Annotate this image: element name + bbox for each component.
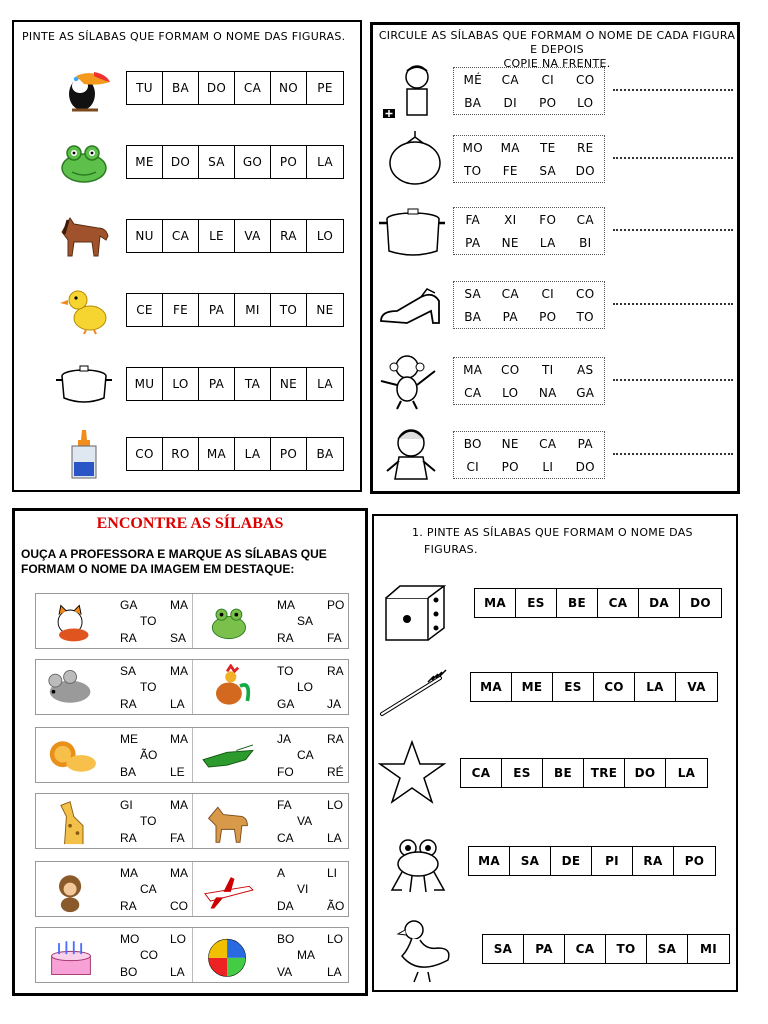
panel-title: CIRCULE AS SÍLABAS QUE FORMAM O NOME DE CADA FIGURA E DEPOIS COPIE NA FRENTE. (378, 29, 736, 70)
syllable-cell[interactable]: BA (316, 447, 334, 461)
syllable-grid (453, 357, 605, 405)
syllable[interactable]: MA (120, 866, 138, 880)
syllable-cell[interactable]: LA (317, 155, 333, 169)
syllable-cell[interactable]: ME (512, 673, 553, 701)
syllable-cell[interactable]: DO (163, 146, 199, 178)
syllable[interactable]: CA (576, 212, 594, 227)
syllable[interactable]: CO (140, 948, 158, 962)
syllable-cell[interactable]: BE (557, 589, 598, 617)
monkey-icon (40, 866, 102, 914)
toothbrush-icon (378, 662, 458, 732)
syllable-row (468, 846, 716, 876)
syllable[interactable]: BI (579, 235, 592, 250)
syllable[interactable]: LA (327, 965, 342, 979)
syllable-cell[interactable]: GO (235, 146, 271, 178)
panel-title: 1. PINTE AS SÍLABAS QUE FORMAM O NOME DAS FIGURAS. (412, 526, 693, 556)
syllable-cell[interactable]: DO (199, 72, 235, 104)
exercise-row (54, 210, 354, 262)
syllable[interactable]: MA (500, 140, 520, 155)
syllable-cell[interactable]: NE (316, 303, 334, 317)
syllable-grid (453, 207, 605, 255)
syllable-cell[interactable]: ES (516, 589, 557, 617)
glue-icon (54, 428, 114, 480)
syllable-cell[interactable]: MI (235, 294, 271, 326)
syllable-cell[interactable]: SA (483, 935, 524, 963)
syllable-cell[interactable]: CA (235, 72, 271, 104)
ball-icon (197, 932, 259, 980)
syllable[interactable]: TO (140, 614, 157, 628)
syllable-grid (453, 67, 605, 115)
syllable[interactable]: RA (327, 664, 344, 678)
syllable-cell[interactable]: LE (199, 220, 235, 252)
syllable[interactable]: CA (277, 831, 294, 845)
toucan-icon (54, 62, 114, 114)
syllable-cell[interactable]: MI (699, 942, 717, 956)
syllable[interactable]: SA (120, 664, 137, 678)
exercise-row (377, 275, 737, 335)
syllable-cell[interactable]: LO (163, 368, 199, 400)
syllable[interactable]: CI (541, 72, 555, 87)
syllable-row (126, 219, 344, 253)
exercise-card (36, 928, 192, 982)
exercise-row (54, 136, 354, 188)
syllable[interactable]: LA (170, 697, 185, 711)
syllable-grid (453, 431, 605, 479)
syllable[interactable]: RA (120, 697, 137, 711)
exercise-row (378, 916, 728, 986)
syllable-cell[interactable]: CO (594, 673, 635, 701)
activity-panel-circle-syllables (370, 22, 740, 494)
syllable[interactable]: MO (120, 932, 140, 946)
syllable-row (482, 934, 730, 964)
doctor-icon (377, 61, 447, 121)
syllable[interactable]: MA (277, 598, 295, 612)
doll-icon (377, 425, 447, 485)
exercise-row (35, 927, 349, 983)
syllable[interactable]: GA (120, 598, 138, 612)
syllable-grid (453, 135, 605, 183)
syllable-cell[interactable]: PO (271, 438, 307, 470)
syllable[interactable]: XI (504, 212, 517, 227)
syllable[interactable]: CI (466, 459, 480, 474)
syllable-cell[interactable]: DO (690, 596, 711, 610)
syllable[interactable]: FA (277, 798, 292, 812)
syllable[interactable]: CA (297, 748, 314, 762)
exercise-row (378, 738, 728, 808)
syllable-cell[interactable]: LA (677, 766, 696, 780)
exercise-row (54, 428, 354, 480)
syllable[interactable]: BO (277, 932, 295, 946)
syllable[interactable]: BO (463, 436, 482, 451)
syllable[interactable]: JA (277, 732, 292, 746)
syllable-cell[interactable]: SA (510, 847, 551, 875)
syllable[interactable]: VA (297, 814, 313, 828)
exercise-card (192, 660, 348, 714)
duck-icon (54, 284, 114, 336)
syllable[interactable]: LO (327, 932, 344, 946)
syllable[interactable]: BA (464, 95, 482, 110)
syllable[interactable]: GA (277, 697, 295, 711)
horse-icon (54, 210, 114, 262)
syllable[interactable]: CO (170, 899, 188, 913)
cake-icon (40, 932, 102, 980)
airplane-icon (197, 866, 259, 914)
syllable[interactable]: CA (539, 436, 557, 451)
syllable-row (126, 71, 344, 105)
syllable[interactable]: TO (277, 664, 294, 678)
syllable-cell[interactable]: PA (524, 935, 565, 963)
syllable-cell[interactable]: ES (502, 759, 543, 787)
answer-line[interactable] (613, 453, 733, 455)
syllable-cell[interactable]: NO (271, 72, 307, 104)
syllable-cell[interactable]: PI (592, 847, 633, 875)
syllable[interactable]: LA (539, 235, 556, 250)
syllable-cell[interactable]: TRE (584, 759, 625, 787)
syllable[interactable]: RA (120, 899, 137, 913)
syllable-cell[interactable]: DE (551, 847, 592, 875)
syllable-cell[interactable]: VA (687, 680, 706, 694)
duck-icon (378, 916, 458, 986)
syllable-cell[interactable]: RO (163, 438, 199, 470)
syllable-cell[interactable]: PO (271, 146, 307, 178)
exercise-row (377, 351, 737, 411)
syllable[interactable]: RA (120, 831, 137, 845)
dice-icon (378, 578, 458, 648)
syllable-cell[interactable]: CA (565, 935, 606, 963)
syllable[interactable]: SA (170, 631, 187, 645)
syllable[interactable]: PO (501, 459, 519, 474)
syllable[interactable]: MÉ (463, 72, 483, 87)
answer-line[interactable] (613, 89, 733, 91)
syllable[interactable]: MA (297, 948, 315, 962)
exercise-row (35, 727, 349, 783)
syllable[interactable]: DA (277, 899, 294, 913)
syllable[interactable]: ÃO (327, 899, 345, 913)
syllable-row (126, 367, 344, 401)
syllable[interactable]: FO (277, 765, 294, 779)
instruction: OUÇA A PROFESSORA E MARQUE AS SÍLABAS QUE FORMAM O NOME DA IMAGEM EM DESTAQUE: (21, 547, 327, 576)
syllable[interactable]: LO (502, 385, 519, 400)
syllable[interactable]: DO (575, 459, 595, 474)
syllable[interactable]: MA (170, 732, 188, 746)
syllable-cell[interactable]: MA (475, 589, 516, 617)
syllable[interactable]: NE (501, 436, 519, 451)
syllable-cell[interactable]: LA (235, 438, 271, 470)
exercise-card (36, 728, 192, 782)
syllable-row (126, 293, 344, 327)
mouse-icon (40, 664, 102, 712)
syllable-cell[interactable]: PA (199, 368, 235, 400)
syllable-cell[interactable]: LA (635, 673, 676, 701)
syllable-grid (453, 281, 605, 329)
exercise-row (377, 201, 737, 261)
activity-panel-paint-syllables-2 (372, 514, 738, 992)
shoe-icon (377, 275, 447, 335)
syllable[interactable]: TO (464, 163, 482, 178)
syllable-cell[interactable]: VA (235, 220, 271, 252)
syllable[interactable]: RE (576, 140, 594, 155)
syllable-cell[interactable]: SA (199, 146, 235, 178)
syllable[interactable]: FA (465, 212, 481, 227)
horse-icon (197, 798, 259, 846)
syllable-cell[interactable]: TO (606, 935, 647, 963)
syllable[interactable]: ME (120, 732, 138, 746)
answer-line[interactable] (613, 157, 733, 159)
syllable[interactable]: PA (577, 436, 593, 451)
syllable[interactable]: JA (327, 697, 342, 711)
monkey-icon (377, 351, 447, 411)
panel-title: PINTE AS SÍLABAS QUE FORMAM O NOME DAS FIGURAS. (22, 30, 346, 43)
exercise-card (192, 594, 348, 648)
tomato-icon (377, 129, 447, 189)
exercise-row (54, 62, 354, 114)
syllable[interactable]: CO (576, 72, 595, 87)
exercise-card (36, 862, 192, 916)
syllable-cell[interactable]: NU (127, 220, 163, 252)
syllable-cell[interactable]: PA (199, 294, 235, 326)
syllable-cell[interactable]: CA (461, 759, 502, 787)
syllable-cell[interactable]: MA (469, 847, 510, 875)
syllable[interactable]: MA (170, 866, 188, 880)
syllable[interactable]: CA (464, 385, 482, 400)
syllable-cell[interactable]: DA (639, 589, 680, 617)
frog-icon (54, 136, 114, 188)
syllable[interactable]: DO (575, 163, 595, 178)
syllable[interactable]: GI (120, 798, 133, 812)
syllable[interactable]: LO (327, 798, 344, 812)
exercise-row (54, 284, 354, 336)
syllable-cell[interactable]: MA (199, 438, 235, 470)
syllable-cell[interactable]: MA (471, 673, 512, 701)
syllable-row (126, 145, 344, 179)
syllable[interactable]: PA (465, 235, 481, 250)
syllable[interactable]: TI (542, 362, 554, 377)
syllable-cell[interactable]: TA (235, 368, 271, 400)
lion-icon (40, 732, 102, 780)
syllable-cell[interactable]: CO (127, 438, 163, 470)
syllable[interactable]: RÉ (327, 765, 344, 779)
giraffe-icon (40, 798, 102, 846)
syllable-cell[interactable]: NE (271, 368, 307, 400)
syllable-cell[interactable]: LO (316, 229, 334, 243)
syllable[interactable]: LO (577, 95, 594, 110)
exercise-row (35, 593, 349, 649)
syllable[interactable]: NE (501, 235, 519, 250)
exercise-row (35, 793, 349, 849)
exercise-card (36, 594, 192, 648)
pot-icon (54, 358, 114, 410)
exercise-card (36, 660, 192, 714)
syllable-row (460, 758, 708, 788)
syllable[interactable]: FA (170, 831, 185, 845)
exercise-row (378, 834, 728, 904)
syllable-cell[interactable]: CE (127, 294, 163, 326)
syllable[interactable]: MA (463, 362, 483, 377)
syllable[interactable]: CO (501, 362, 520, 377)
syllable-cell[interactable]: BA (163, 72, 199, 104)
syllable-cell[interactable]: PE (317, 81, 333, 95)
syllable-row (474, 588, 722, 618)
answer-line[interactable] (613, 379, 733, 381)
syllable[interactable]: VA (277, 965, 293, 979)
syllable[interactable]: AS (577, 362, 594, 377)
exercise-card (192, 862, 348, 916)
alligator-icon (197, 732, 259, 780)
syllable[interactable]: BA (464, 309, 482, 324)
exercise-row (377, 425, 737, 485)
syllable[interactable]: CI (541, 286, 555, 301)
syllable[interactable]: LI (327, 866, 338, 880)
syllable[interactable]: GA (576, 385, 595, 400)
syllable[interactable]: LO (297, 680, 314, 694)
syllable[interactable]: LA (327, 831, 342, 845)
syllable-cell[interactable]: RA (271, 220, 307, 252)
syllable[interactable]: PO (539, 309, 557, 324)
exercise-card (36, 794, 192, 848)
exercise-row (377, 61, 737, 121)
syllable[interactable]: PA (502, 309, 518, 324)
exercise-card (192, 928, 348, 982)
syllable-cell[interactable]: ME (127, 146, 163, 178)
syllable[interactable]: TE (539, 140, 556, 155)
syllable[interactable]: TO (576, 309, 594, 324)
syllable[interactable]: FA (327, 631, 342, 645)
frog-icon (378, 834, 458, 904)
answer-line[interactable] (613, 229, 733, 231)
syllable[interactable]: SA (464, 286, 482, 301)
syllable[interactable]: PO (539, 95, 557, 110)
syllable[interactable]: CA (501, 72, 519, 87)
frog-icon (197, 598, 259, 646)
syllable[interactable]: PO (327, 598, 345, 612)
activity-panel-find-syllables (12, 508, 368, 996)
syllable[interactable]: FO (539, 212, 557, 227)
syllable[interactable]: MA (170, 598, 188, 612)
syllable-cell[interactable]: CA (598, 589, 639, 617)
syllable[interactable]: RA (277, 631, 294, 645)
exercise-card (192, 794, 348, 848)
syllable[interactable]: RA (120, 631, 137, 645)
syllable[interactable]: SA (297, 614, 314, 628)
answer-line[interactable] (613, 303, 733, 305)
syllable[interactable]: LO (170, 932, 187, 946)
syllable[interactable]: NA (538, 385, 557, 400)
exercise-row (378, 662, 728, 732)
exercise-card (192, 728, 348, 782)
activity-panel-paint-syllables (12, 20, 362, 492)
syllable-cell[interactable]: DO (625, 759, 666, 787)
syllable[interactable]: MA (170, 664, 188, 678)
syllable[interactable]: DI (503, 95, 517, 110)
syllable-cell[interactable]: TO (271, 294, 307, 326)
syllable[interactable]: LE (170, 765, 185, 779)
panel-title: ENCONTRE AS SÍLABAS (96, 515, 284, 532)
syllable-cell[interactable]: RA (633, 847, 674, 875)
syllable-cell[interactable]: ES (553, 673, 594, 701)
syllable-row (126, 437, 344, 471)
syllable[interactable]: SA (539, 163, 557, 178)
syllable[interactable]: LA (170, 965, 185, 979)
pan-icon (377, 201, 447, 261)
syllable[interactable]: RA (327, 732, 344, 746)
syllable-cell[interactable]: FE (163, 294, 199, 326)
exercise-row (35, 659, 349, 715)
exercise-row (35, 861, 349, 917)
syllable[interactable]: CA (140, 882, 157, 896)
syllable[interactable]: CA (501, 286, 519, 301)
syllable[interactable]: TO (140, 680, 157, 694)
syllable[interactable]: MA (170, 798, 188, 812)
exercise-row (377, 129, 737, 189)
syllable[interactable]: LI (542, 459, 554, 474)
syllable-cell[interactable]: BE (543, 759, 584, 787)
cat-icon (40, 598, 102, 646)
syllable[interactable]: BA (120, 765, 137, 779)
syllable-cell[interactable]: CA (163, 220, 199, 252)
syllable[interactable]: CO (576, 286, 595, 301)
syllable-cell[interactable]: PO (684, 854, 705, 868)
star-icon (378, 738, 458, 808)
syllable-cell[interactable]: TU (127, 72, 163, 104)
syllable-row (470, 672, 718, 702)
syllable-cell[interactable]: MU (127, 368, 163, 400)
syllable[interactable]: FE (502, 163, 518, 178)
syllable[interactable]: TO (140, 814, 157, 828)
rooster-icon (197, 664, 259, 712)
syllable[interactable]: VI (297, 882, 309, 896)
syllable[interactable]: BO (120, 965, 138, 979)
exercise-row (54, 358, 354, 410)
exercise-row (378, 578, 728, 648)
syllable[interactable]: A (277, 866, 286, 880)
syllable[interactable]: MO (462, 140, 483, 155)
syllable-cell[interactable]: SA (647, 935, 688, 963)
syllable[interactable]: ÃO (140, 748, 158, 762)
syllable-cell[interactable]: LA (317, 377, 333, 391)
